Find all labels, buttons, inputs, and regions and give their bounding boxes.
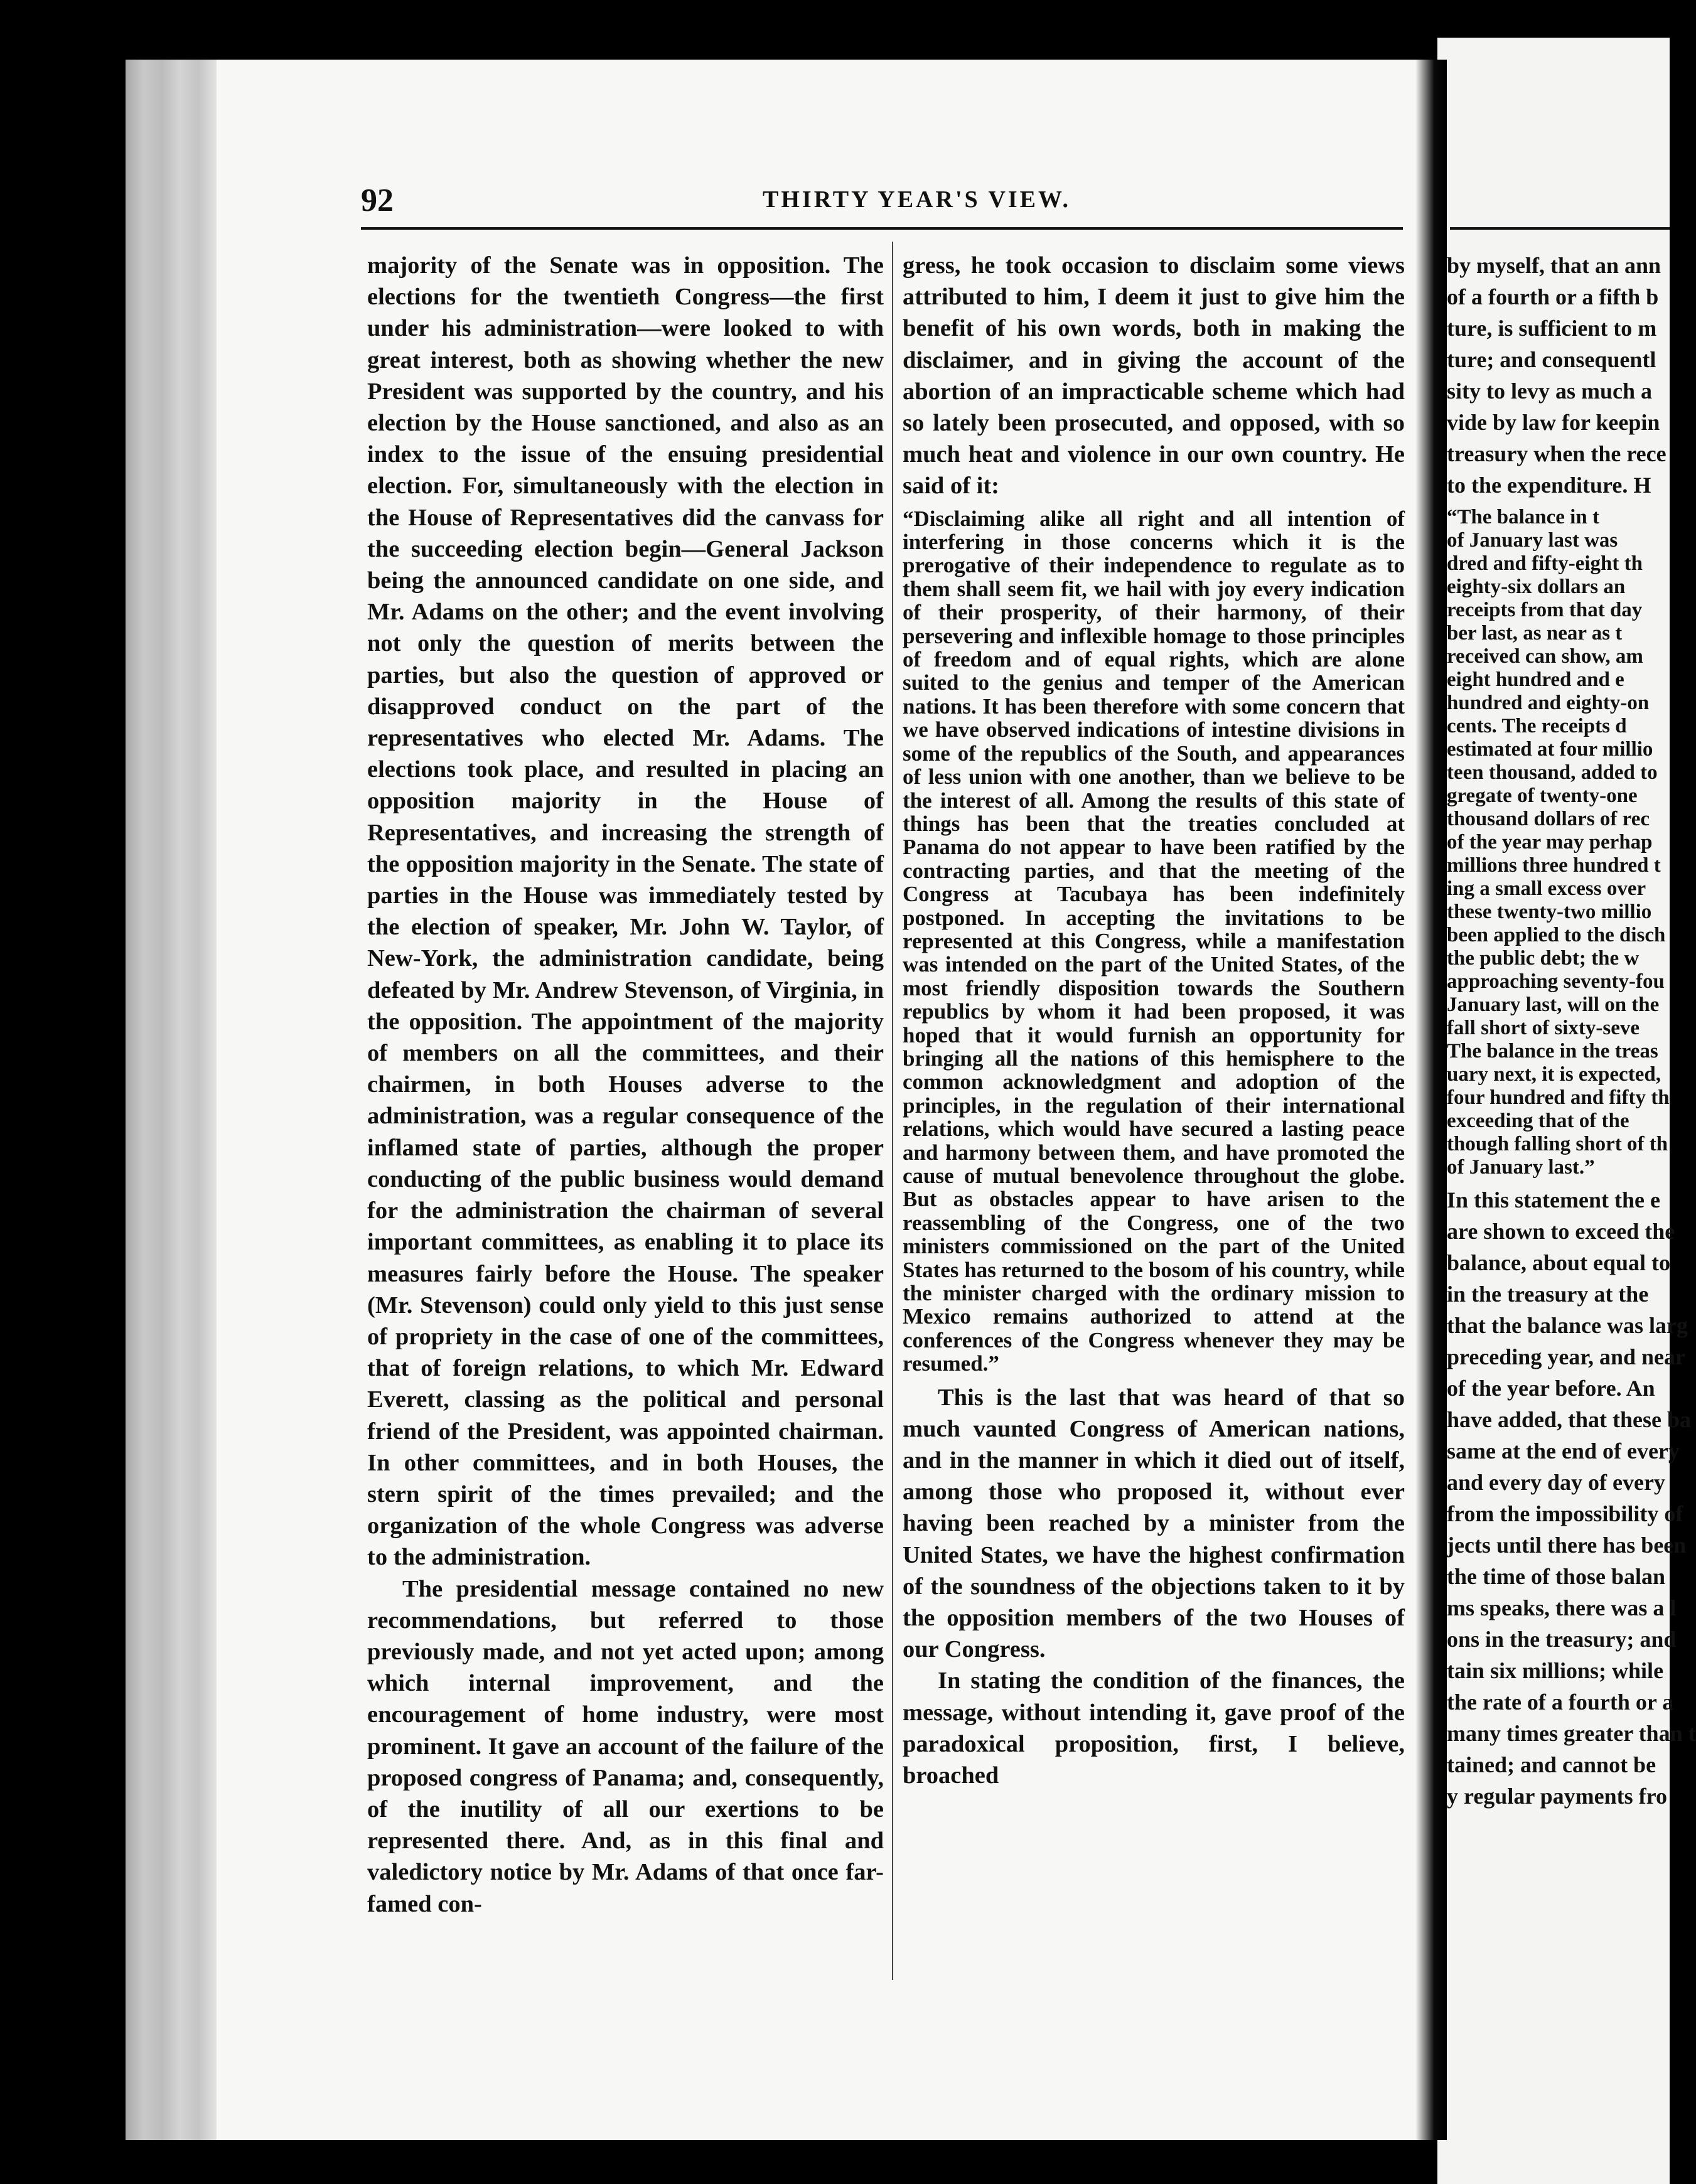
line: y regular payments fro bbox=[1447, 1784, 1667, 1809]
line: ture, is sufficient to m bbox=[1447, 316, 1657, 341]
quote-line: the public debt; the w bbox=[1447, 947, 1640, 970]
quote-line: these twenty-two millio bbox=[1447, 901, 1652, 923]
paragraph: The presidential message contained no new recommendations, but referred to those previously made, and not yet acted upon; among which internal improvement, and the encouragement of home industry, were most prominent. It gave an account of the failure of the proposed congress of Panama; and, consequently, of the inutility of all our exertions to be represented there. And, as in this final and valedictory notice by Mr. Adams of that once far-famed con- bbox=[367, 1575, 884, 1917]
line: ons in the treasury; and bbox=[1447, 1627, 1677, 1652]
quote-line: approaching seventy-fou bbox=[1447, 970, 1665, 993]
quote-line: eight hundred and e bbox=[1447, 668, 1624, 691]
line: and every day of every bbox=[1447, 1470, 1665, 1495]
book-gutter bbox=[1415, 60, 1447, 2140]
paragraph: In stating the condition of the finances, the message, without intending it, gave proof of the paradoxical proposition, first, I believe, broached bbox=[903, 1667, 1405, 1789]
quote-line: fall short of sixty-seve bbox=[1447, 1017, 1640, 1039]
quote-line: of January last.” bbox=[1447, 1156, 1595, 1179]
line: of a fourth or a fifth b bbox=[1447, 284, 1659, 309]
quote-line: teen thousand, added to bbox=[1447, 761, 1658, 784]
line: have added, that these ba bbox=[1447, 1407, 1692, 1432]
right-header-rule bbox=[1450, 227, 1670, 230]
line: ms speaks, there was a l bbox=[1447, 1595, 1677, 1620]
line: from the impossibility of bbox=[1447, 1501, 1683, 1526]
quote-line: ber last, as near as t bbox=[1447, 622, 1623, 645]
quote-line: eighty-six dollars an bbox=[1447, 575, 1626, 598]
line: same at the end of every bbox=[1447, 1438, 1680, 1464]
quote-line: of the year may perhap bbox=[1447, 831, 1653, 854]
line: vide by law for keepin bbox=[1447, 410, 1660, 435]
quote-line: cents. The receipts d bbox=[1447, 715, 1627, 737]
page-number: 92 bbox=[361, 183, 394, 218]
line: of the year before. An bbox=[1447, 1376, 1655, 1401]
paragraph: This is the last that was heard of that so much vaunted Congress of American nations, and in the manner in which it died out of itself, among those who proposed it, without ever having been reached by a minister from the United States, we have the highest confirmation of the soundness of the objections taken to it by the opposition members of the two Houses of our Congress. bbox=[903, 1384, 1405, 1663]
quote-line: four hundred and fifty th bbox=[1447, 1086, 1670, 1109]
line: the rate of a fourth or a bbox=[1447, 1689, 1674, 1715]
column-divider bbox=[892, 242, 893, 1980]
line: that the balance was larg bbox=[1447, 1313, 1688, 1338]
quote-line: been applied to the disch bbox=[1447, 924, 1666, 946]
running-title: THIRTY YEAR'S VIEW. bbox=[763, 186, 1071, 213]
quote-line: gregate of twenty-one bbox=[1447, 784, 1638, 807]
quote-line: “The balance in t bbox=[1447, 506, 1599, 528]
quote-line: though falling short of th bbox=[1447, 1133, 1668, 1155]
line: sity to levy as much a bbox=[1447, 378, 1652, 404]
line: treasury when the rece bbox=[1447, 441, 1666, 466]
line: by myself, that an ann bbox=[1447, 253, 1661, 278]
text-column-left bbox=[367, 250, 884, 1920]
page-header bbox=[361, 182, 1403, 220]
quote-line: ing a small excess over bbox=[1447, 877, 1646, 900]
line: balance, about equal to bbox=[1447, 1250, 1671, 1275]
quote-line: hundred and eighty-on bbox=[1447, 692, 1650, 714]
header-rule bbox=[361, 227, 1403, 230]
line: jects until there has been bbox=[1447, 1533, 1687, 1558]
line: ture; and consequentl bbox=[1447, 347, 1656, 372]
quote-line: The balance in the treas bbox=[1447, 1040, 1658, 1063]
quote-line: millions three hundred t bbox=[1447, 854, 1661, 877]
text-column-middle bbox=[903, 250, 1405, 1791]
line: to the expenditure. H bbox=[1447, 473, 1651, 498]
page-edge-shadow bbox=[126, 60, 217, 2140]
line: are shown to exceed the bbox=[1447, 1219, 1675, 1244]
quote-line: uary next, it is expected, bbox=[1447, 1063, 1661, 1086]
line: in the treasury at the bbox=[1447, 1282, 1649, 1307]
line: tain six millions; while bbox=[1447, 1658, 1664, 1683]
line: In this statement the e bbox=[1447, 1187, 1660, 1212]
quote-line: received can show, am bbox=[1447, 645, 1643, 668]
quote-line: receipts from that day bbox=[1447, 599, 1643, 621]
quote-line: exceeding that of the bbox=[1447, 1110, 1629, 1132]
quote-line: January last, will on the bbox=[1447, 993, 1660, 1016]
line: many times greater than t bbox=[1447, 1721, 1696, 1746]
paragraph: majority of the Senate was in opposition. The elections for the twentieth Congress—the first under his administration—were looked to with great interest, both as showing whether the new President was supported by the country, and his election by the House sanctioned, and also as an index to the issue of the ensuing presidential election. For, simultaneously with the election in the House of Representatives did the canvass for the succeeding election begin—General Jackson being the announced candidate on one side, and Mr. Adams on the other; and the event involving not only the question of merits between the parties, but also the question of approved or disapproved conduct on the part of the representatives who elected Mr. Adams. The elections took place, and resulted in placing an opposition majority in the House of Representatives, and increasing the strength of the opposition majority in the Senate. The state of parties in the House was immediately tested by the election of speaker, Mr. John W. Taylor, of New-York, the administration candidate, being defeated by Mr. Andrew Stevenson, of Virginia, in the opposition. The appointment of the majority of members on all the committees, and their chairmen, in both Houses adverse to the administration, was a regular consequence of the inflamed state of parties, although the proper conducting of the public business would demand for the administration the chairman of several important committees, as enabling it to place its measures fairly before the House. The speaker (Mr. Stevenson) could only yield to this just sense of propriety in the case of one of the committees, that of foreign relations, to which Mr. Edward Everett, classing as the political and personal friend of the President, was appointed chairman. In other committees, and in both Houses, the stern spirit of the times prevailed; and the organization of the whole Congress was adverse to the administration. bbox=[367, 252, 884, 1571]
paragraph: gress, he took occasion to disclaim some views attributed to him, I deem it just to give him the benefit of his own words, both in making the disclaimer, and in giving the account of the abortion of an impracticable scheme which had so lately been prosecuted, and opposed, with so much heat and violence in our own country. He said of it: bbox=[903, 252, 1405, 500]
line: preceding year, and near bbox=[1447, 1344, 1686, 1369]
quote-line: thousand dollars of rec bbox=[1447, 808, 1650, 830]
text-column-right-partial bbox=[1447, 250, 1696, 1812]
block-quote: “Disclaiming alike all right and all intention of interfering in those concerns which it is the prerogative of their independence to regulate as to them shall seem fit, we hail with joy every indication of their prosperity, of their harmony, of their persevering and inflexible homage to those principles of freedom and of equal rights, which are alone suited to the genius and temper of the American nations. It has been therefore with some concern that we have observed indications of intestine divisions in some of the republics of the South, and appearances of less union with one another, than we believe to be the interest of all. Among the results of this state of things has been that the treaties concluded at Panama do not appear to have been ratified by the contracting parties, and that the meeting of the Congress at Tacubaya has been indefinitely postponed. In accepting the invitations to be represented at this Congress, while a manifestation was intended on the part of the United States, of the most friendly disposition towards the Southern republics by whom it had been proposed, it was hoped that it would furnish an opportunity for bringing all the nations of this hemisphere to the common acknowledgment and adoption of the principles, in the regulation of their international relations, which would have secured a lasting peace and harmony between them, and have promoted the cause of mutual benevolence throughout the globe. But as obstacles appear to have arisen to the reassembling of the Congress, one of the two ministers commissioned on the part of the United States has returned to the bosom of his country, while the minister charged with the ordinary mission to Mexico remains authorized to attend at the conferences of the Congress whenever they may be resumed.” bbox=[903, 506, 1405, 1376]
line: the time of those balan bbox=[1447, 1564, 1665, 1589]
line: tained; and cannot be bbox=[1447, 1752, 1656, 1777]
quote-line: estimated at four millio bbox=[1447, 738, 1653, 761]
quote-line: dred and fifty-eight th bbox=[1447, 552, 1643, 575]
quote-line: of January last was bbox=[1447, 529, 1618, 552]
